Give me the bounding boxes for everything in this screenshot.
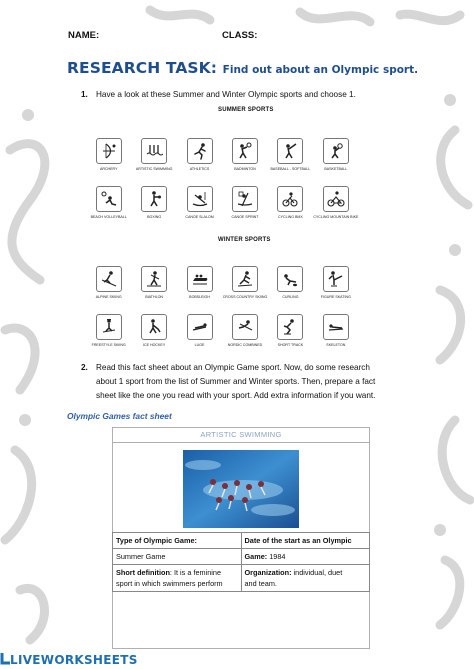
sport-label: CROSS COUNTRY SKIING	[222, 295, 268, 299]
type-value: Summer Game	[116, 552, 166, 561]
sport-label: SHORT TRACK	[277, 343, 304, 347]
archery-icon	[96, 138, 122, 164]
summer-sport-item	[86, 138, 131, 186]
sport-label: CANOE SPRINT	[231, 215, 259, 219]
athletics-icon	[187, 138, 213, 164]
winter-sports-grid	[86, 266, 404, 362]
step-2-number: 2.	[81, 363, 88, 372]
sport-label: ARTISTIC SWIMMING	[135, 167, 173, 171]
sport-label: ALPINE SKIING	[95, 295, 122, 299]
skeleton-icon	[323, 314, 349, 340]
sport-label: CYCLING BMX	[278, 215, 303, 219]
summer-sport-item	[222, 138, 267, 186]
sport-label: BASKETBALL	[324, 167, 348, 171]
sport-label: BASEBALL - SOFTBALL	[270, 167, 311, 171]
summer-sport-item	[222, 186, 267, 234]
summer-sport-item	[268, 138, 313, 186]
sport-label: BIATHLON	[145, 295, 163, 299]
badminton-icon	[232, 138, 258, 164]
boxing-icon	[141, 186, 167, 212]
summer-sport-item	[359, 186, 404, 234]
page-title	[67, 58, 418, 77]
summer-sport-item	[177, 138, 222, 186]
step-2-line-3: sheet like the one you read with your sport. Add extra information if you want.	[96, 391, 376, 400]
summer-sport-item	[268, 186, 313, 234]
beach-volleyball-icon	[96, 186, 122, 212]
title-sub: Find out about an Olympic sport.	[222, 64, 419, 76]
biathlon-icon	[141, 266, 167, 292]
swimming-photo	[183, 450, 299, 528]
sport-label: BOBSLEIGH	[189, 295, 210, 299]
sport-label: ICE HOCKEY	[143, 343, 166, 347]
liveworksheets-brand: LIVEWORKSHEETS	[10, 653, 138, 667]
summer-sport-item	[131, 138, 176, 186]
summer-sport-item	[131, 186, 176, 234]
step-1-text: Have a look at these Summer and Winter Olympic sports and choose 1.	[96, 90, 356, 99]
winter-sport-item	[359, 266, 404, 314]
sport-label: ATHLETICS	[189, 167, 210, 171]
sport-label: SKELETON	[326, 343, 346, 347]
definition-label: Short definition	[116, 568, 170, 577]
basketball-icon	[323, 138, 349, 164]
sport-name: ARTISTIC SWIMMING	[113, 428, 369, 443]
organization-text-2: and team.	[244, 579, 277, 588]
short-track-icon	[277, 314, 303, 340]
sport-label: CANOE SLALOM	[185, 215, 214, 219]
winter-sport-item	[86, 266, 131, 314]
sport-label: BOXING	[147, 215, 162, 219]
definition-text-2: sport in which swimmers perform	[116, 579, 223, 588]
organization-label: Organization:	[244, 568, 292, 577]
class-label: CLASS:	[222, 30, 258, 41]
title-main: RESEARCH TASK:	[67, 59, 218, 77]
sport-label: ARCHERY	[99, 167, 118, 171]
date-label-2: Game:	[244, 552, 268, 561]
date-label: Date of the start as an Olympic	[244, 536, 352, 545]
winter-sport-item	[177, 266, 222, 314]
winter-sport-item	[268, 266, 313, 314]
summer-sport-item	[313, 138, 358, 186]
nordic-combined-icon	[232, 314, 258, 340]
summer-sports-grid	[86, 138, 404, 234]
sport-label: CYCLING MOUNTAIN BIKE	[313, 215, 359, 219]
summer-heading: SUMMER SPORTS	[218, 107, 274, 113]
freestyle-skiing-icon	[96, 314, 122, 340]
winter-sport-item	[86, 314, 131, 362]
winter-sport-item	[313, 266, 358, 314]
mountain-bike-icon	[323, 186, 349, 212]
sport-label: NORDIC COMBINED	[227, 343, 263, 347]
sport-label: FREESTYLE SKIING	[91, 343, 126, 347]
sport-label: BADMINTON	[234, 167, 256, 171]
step-2-line-2: about 1 sport from the list of Summer and Winter sports. Then, prepare a fact	[96, 377, 376, 386]
sport-label: LUGE	[194, 343, 205, 347]
artistic-swimming-icon	[141, 138, 167, 164]
step-1-number: 1.	[81, 90, 88, 99]
step-2-line-1: Read this fact sheet about an Olympic Game sport. Now, do some research	[96, 363, 370, 372]
summer-sport-item	[177, 186, 222, 234]
winter-sport-item	[131, 266, 176, 314]
luge-icon	[187, 314, 213, 340]
cross-country-skiing-icon	[232, 266, 258, 292]
summer-sport-item	[86, 186, 131, 234]
sport-label: BEACH VOLLEYBALL	[90, 215, 127, 219]
alpine-skiing-icon	[96, 266, 122, 292]
sport-label: FIGURE SKATING	[320, 295, 351, 299]
definition-text-1: : It is a feminine	[169, 568, 222, 577]
winter-sport-item	[177, 314, 222, 362]
winter-heading: WINTER SPORTS	[218, 237, 271, 243]
winter-sport-item	[313, 314, 358, 362]
winter-sport-item	[222, 314, 267, 362]
type-label: Type of Olympic Game:	[116, 536, 197, 545]
winter-sport-item	[268, 314, 313, 362]
baseball-icon	[277, 138, 303, 164]
figure-skating-icon	[323, 266, 349, 292]
winter-sport-item	[222, 266, 267, 314]
cycling-bmx-icon	[277, 186, 303, 212]
date-value: 1984	[269, 552, 286, 561]
summer-sport-item	[313, 186, 358, 234]
name-label: NAME:	[68, 30, 100, 41]
canoe-slalom-icon	[187, 186, 213, 212]
bobsleigh-icon	[187, 266, 213, 292]
sport-label: CURLING	[282, 295, 299, 299]
fact-sheet-table	[112, 532, 370, 592]
curling-icon	[277, 266, 303, 292]
winter-sport-item	[359, 314, 404, 362]
winter-sport-item	[131, 314, 176, 362]
summer-sport-item	[359, 138, 404, 186]
organization-text-1: individual, duet	[291, 568, 343, 577]
canoe-sprint-icon	[232, 186, 258, 212]
ice-hockey-icon	[141, 314, 167, 340]
fact-sheet-title: Olympic Games fact sheet	[67, 411, 172, 421]
